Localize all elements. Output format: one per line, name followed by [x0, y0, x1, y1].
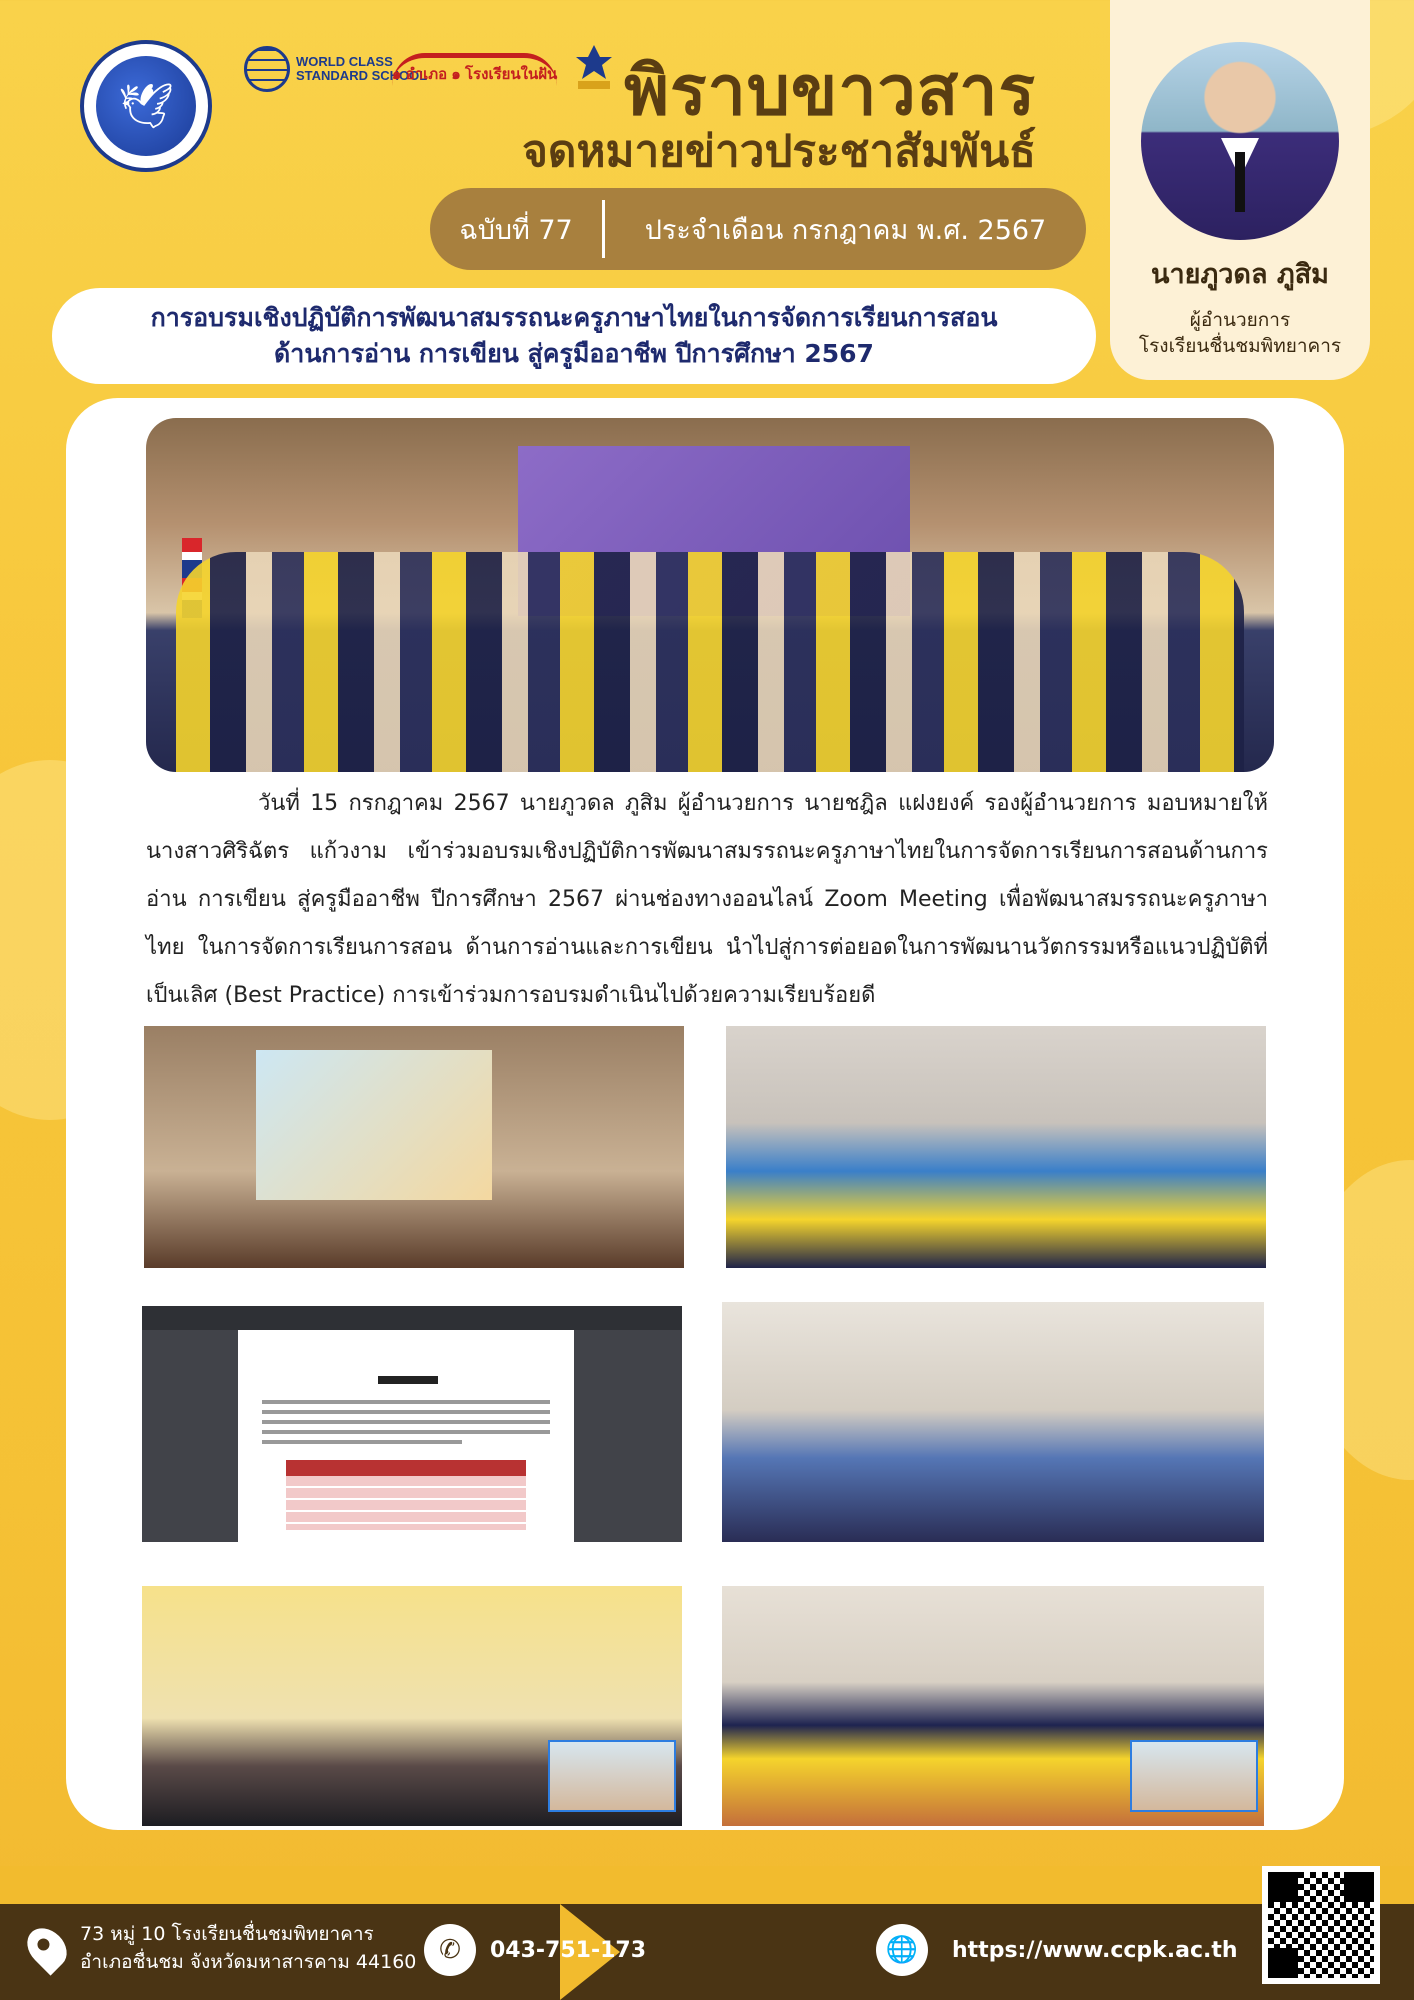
- zoom-group-photo: [722, 1586, 1264, 1826]
- dove-icon: 🕊: [96, 56, 196, 156]
- document-screenshot: [142, 1306, 682, 1542]
- globe-icon: 🌐: [876, 1924, 928, 1976]
- footer-website[interactable]: [876, 1924, 1238, 1976]
- phone-number[interactable]: 043-751-173: [490, 1937, 647, 1963]
- group-photo: [146, 418, 1274, 772]
- qr-code[interactable]: [1262, 1866, 1380, 1984]
- website-link[interactable]: https://www.ccpk.ac.th: [952, 1937, 1238, 1963]
- issue-month: ประจำเดือน กรกฎาคม พ.ศ. 2567: [644, 214, 1047, 246]
- director-role: ผู้อำนวยการ: [1189, 309, 1291, 331]
- director-card: [1110, 0, 1370, 380]
- newsletter-title: พิราบขาวสาร: [624, 52, 1036, 131]
- article-headline: [52, 288, 1096, 384]
- world-class-line1: WORLD CLASS: [296, 54, 393, 69]
- issue-banner: [430, 188, 1086, 270]
- globe-icon: [244, 46, 290, 92]
- director-school: โรงเรียนชื่นชมพิทยาคาร: [1138, 335, 1342, 357]
- newsletter-subtitle: จดหมายข่าวประชาสัมพันธ์: [522, 126, 1036, 177]
- training-photo: [144, 1026, 684, 1268]
- phone-icon: ✆: [424, 1924, 476, 1976]
- footer-phone[interactable]: [424, 1924, 646, 1976]
- workshop-photo: [726, 1026, 1266, 1268]
- group-of-teachers: [176, 552, 1244, 772]
- director-name: นายภูวดล ภูสิม: [1151, 259, 1329, 290]
- one-district-text: ๑ อำเภอ ๑ โรงเรียนในฝัน: [392, 53, 557, 86]
- school-logo: [80, 40, 212, 172]
- presentation-photo: [722, 1302, 1264, 1542]
- location-pin-icon: [19, 1920, 74, 1975]
- director-photo: [1141, 42, 1339, 240]
- video-thumbnail: [1130, 1740, 1258, 1812]
- address-line2: อำเภอชื่นชม จังหวัดมหาสารคาม 44160: [80, 1951, 417, 1973]
- address-line1: 73 หมู่ 10 โรงเรียนชื่นชมพิทยาคาร: [80, 1923, 374, 1945]
- headline-line2: ด้านการอ่าน การเขียน สู่ครูมืออาชีพ ปีการศึกษา 2567: [274, 339, 874, 368]
- one-district-logo: [392, 44, 557, 94]
- video-thumbnail: [548, 1740, 676, 1812]
- footer-address: [30, 1920, 416, 1976]
- world-class-line2: STANDARD SCHOOL: [296, 68, 428, 83]
- crest-logo: [566, 44, 622, 94]
- article-body: [146, 780, 1268, 1020]
- footer: [0, 1904, 1414, 2000]
- zoom-session-photo: [142, 1586, 682, 1826]
- crest-icon: [566, 41, 622, 97]
- headline-line1: การอบรมเชิงปฏิบัติการพัฒนาสมรรถนะครูภาษาไทยในการจัดการเรียนการสอน: [150, 303, 998, 332]
- issue-number: ฉบับที่ 77: [459, 214, 573, 246]
- article-paragraph: วันที่ 15 กรกฎาคม 2567 นายภูวดล ภูสิม ผู้อำนวยการ นายชฎิล แฝงยงค์ รองผู้อำนวยการ มอบหมายให้ นางสาวศิริฉัตร แก้วงาม เข้าร่วมอบรมเชิงปฏิบัติการพัฒนาสมรรถนะครูภาษาไทยในการจัดการเรียนการสอนด้านการอ่าน การเขียน สู่ครูมืออาชีพ ปีการศึกษา 2567 ผ่านช่องทางออนไลน์ Zoom Meeting เพื่อพัฒนาสมรรถนะครูภาษาไทย ในการจัดการเรียนการสอน ด้านการอ่านและการเขียน นำไปสู่การต่อยอดในการพัฒนานวัตกรรมหรือแนวปฏิบัติที่เป็นเลิศ (Best Practice) การเข้าร่วมการอบรมดำเนินไปด้วยความเรียบร้อยดี: [146, 791, 1268, 1008]
